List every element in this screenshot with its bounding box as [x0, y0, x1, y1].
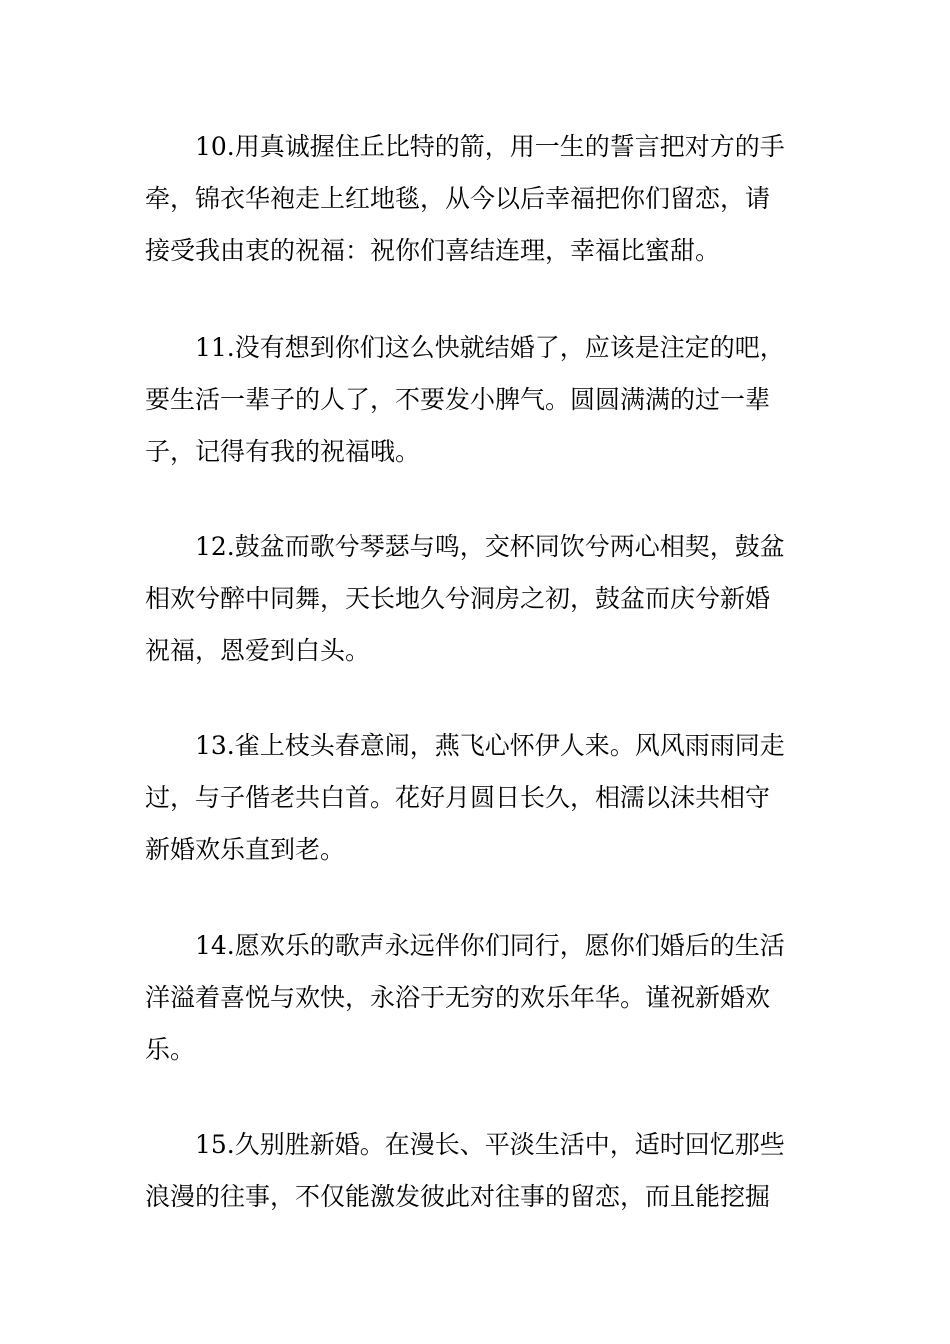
paragraph-15: [145, 1119, 809, 1223]
paragraph-line: 乐。: [145, 1035, 196, 1064]
paragraph-line: 11.没有想到你们这么快就结婚了，应该是注定的吧，: [195, 333, 785, 362]
paragraph-line: 新婚欢乐直到老。: [145, 835, 346, 864]
paragraph-line: 相欢兮醉中同舞，天长地久兮洞房之初，鼓盆而庆兮新婚: [145, 584, 771, 613]
paragraph-line: 要生活一辈子的人了，不要发小脾气。圆圆满满的过一辈: [145, 385, 771, 414]
paragraph-10: [145, 121, 809, 277]
paragraph-line: 过，与子偕老共白首。花好月圆日长久，相濡以沫共相守: [145, 783, 771, 812]
paragraph-11: [145, 322, 809, 478]
paragraph-line: 洋溢着喜悦与欢快，永浴于无穷的欢乐年华。谨祝新婚欢: [145, 983, 771, 1012]
paragraph-12: [145, 521, 809, 677]
paragraph-line: 牵，锦衣华袍走上红地毯，从今以后幸福把你们留恋，请: [145, 184, 771, 213]
paragraph-13: [145, 720, 809, 876]
paragraph-line: 12.鼓盆而歌兮琴瑟与鸣，交杯同饮兮两心相契，鼓盆: [195, 532, 785, 561]
paragraph-line: 子，记得有我的祝福哦。: [145, 437, 421, 466]
paragraph-line: 祝福，恩爱到白头。: [145, 636, 371, 665]
paragraph-line: 10.用真诚握住丘比特的箭，用一生的誓言把对方的手: [195, 132, 785, 161]
paragraph-line: 14.愿欢乐的歌声永远伴你们同行，愿你们婚后的生活: [195, 931, 785, 960]
paragraph-line: 接受我由衷的祝福：祝你们喜结连理，幸福比蜜甜。: [145, 236, 721, 265]
paragraph-line: 15.久别胜新婚。在漫长、平淡生活中，适时回忆那些: [195, 1130, 785, 1159]
paragraph-line: 浪漫的往事，不仅能激发彼此对往事的留恋，而且能挖掘: [145, 1182, 771, 1211]
paragraph-14: [145, 920, 809, 1076]
paragraph-line: 13.雀上枝头春意闹，燕飞心怀伊人来。风风雨雨同走: [195, 731, 785, 760]
